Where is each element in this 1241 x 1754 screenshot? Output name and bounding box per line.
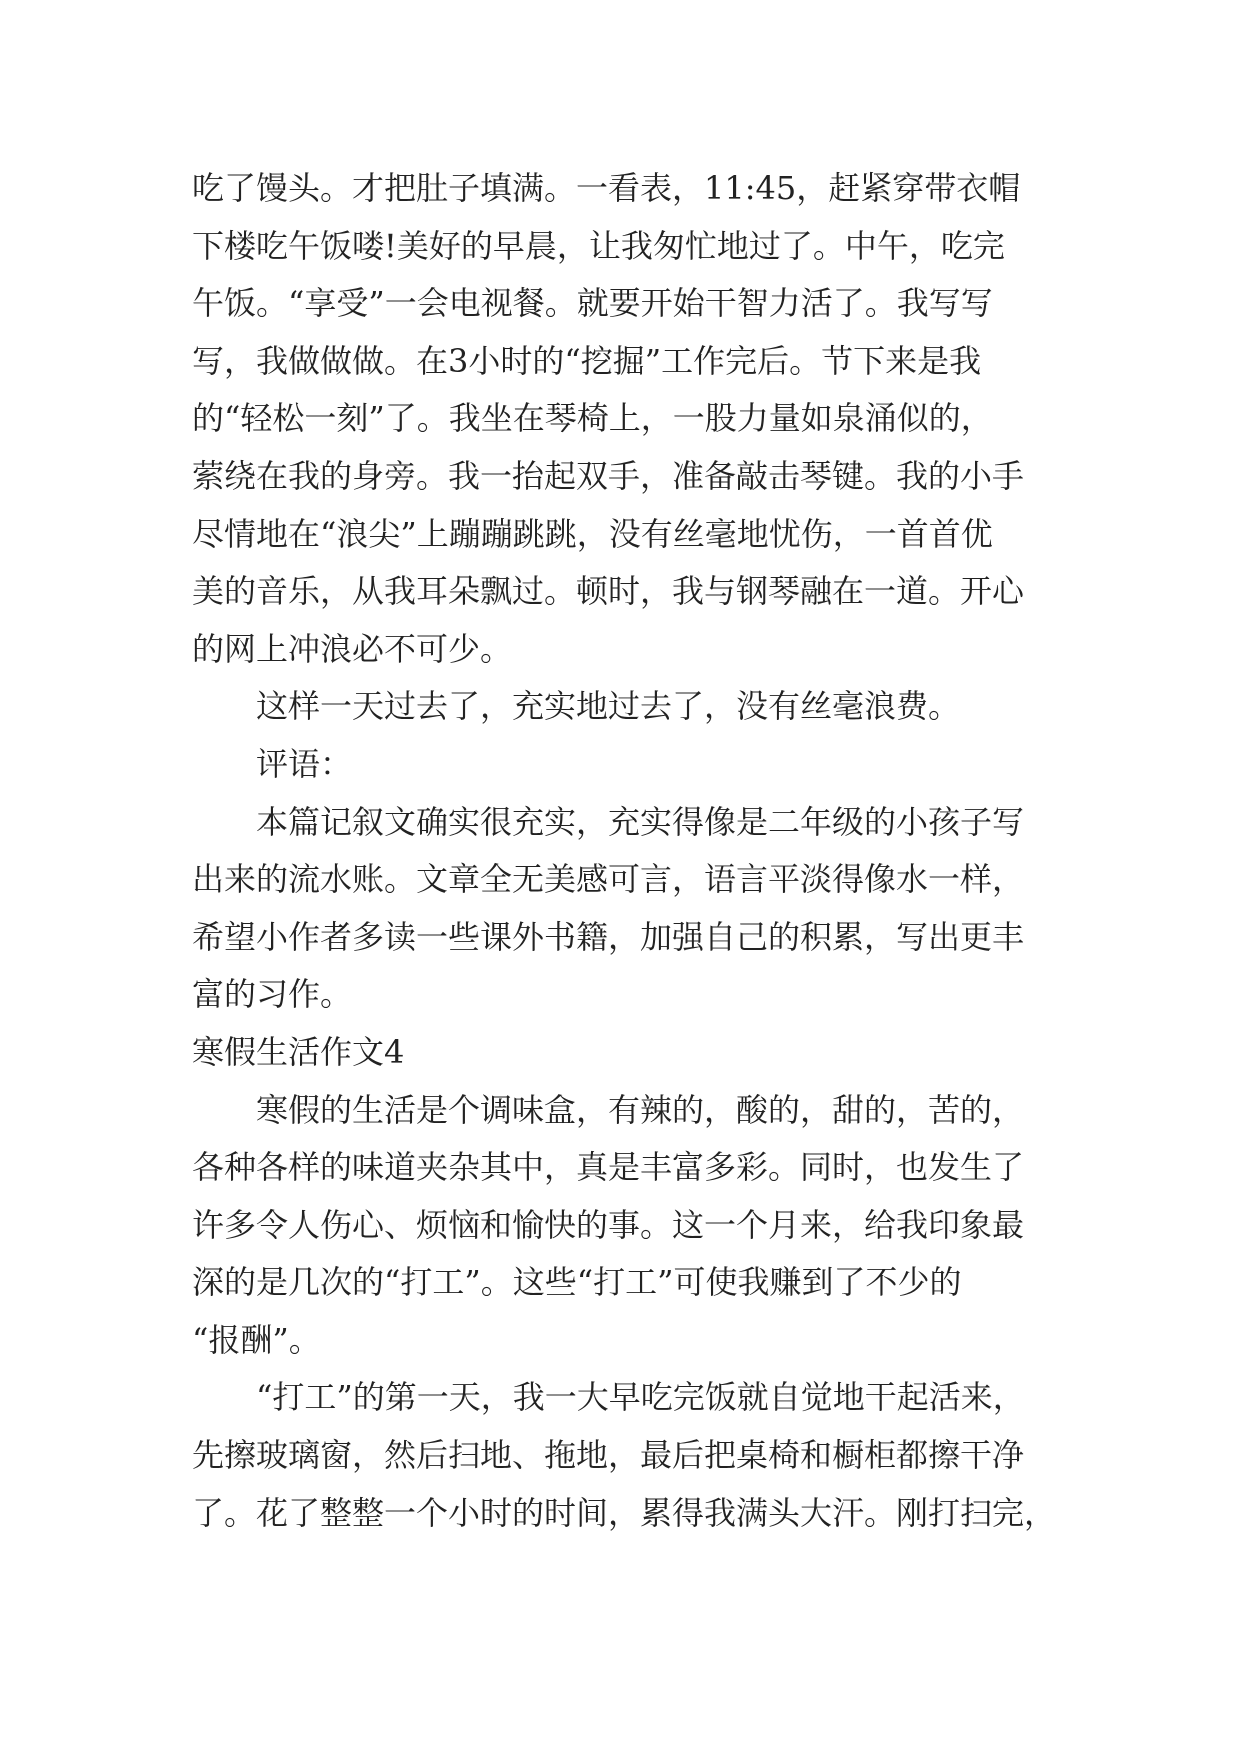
comment-label-text: 评语： xyxy=(256,744,353,783)
paragraph-line: 了。花了整整一个小时的时间，累得我满头大汗。刚打扫完， xyxy=(192,1493,1057,1532)
paragraph-line: 写，我做做做。在3小时的“挖掘”工作完后。节下来是我 xyxy=(192,341,982,380)
paragraph-line: 的“轻松一刻”了。我坐在琴椅上，一股力量如泉涌似的， xyxy=(192,399,993,438)
paragraph-line: 萦绕在我的身旁。我一抬起双手，准备敲击琴键。我的小手 xyxy=(192,456,1025,495)
paragraph-line: 午饭。“享受”一会电视餐。就要开始干智力活了。我写写 xyxy=(192,284,993,323)
paragraph-line: “打工”的第一天，我一大早吃完饭就自觉地干起活来， xyxy=(256,1378,1025,1417)
paragraph-line: 先擦玻璃窗，然后扫地、拖地，最后把桌椅和橱柜都擦干净 xyxy=(192,1436,1025,1475)
paragraph-line: 本篇记叙文确实很充实，充实得像是二年级的小孩子写 xyxy=(256,802,1025,841)
paragraph-5 xyxy=(192,1369,1058,1542)
paragraph-line: 下楼吃午饭喽!美好的早晨，让我匆忙地过了。中午，吃完 xyxy=(192,226,1005,265)
paragraph-line: 各种各样的味道夹杂其中，真是丰富多彩。同时，也发生了 xyxy=(192,1148,1025,1187)
paragraph-line: 尽情地在“浪尖”上蹦蹦跳跳，没有丝毫地忧伤，一首首优 xyxy=(192,514,993,553)
paragraph-3 xyxy=(192,794,1058,1024)
paragraph-line: 富的习作。 xyxy=(192,975,353,1014)
section-title xyxy=(192,1024,1058,1082)
paragraph-line: 这样一天过去了，充实地过去了，没有丝毫浪费。 xyxy=(256,687,961,726)
paragraph-line: 许多令人伤心、烦恼和愉快的事。这一个月来，给我印象最 xyxy=(192,1205,1025,1244)
paragraph-line: 美的音乐，从我耳朵飘过。顿时，我与钢琴融在一道。开心 xyxy=(192,572,1025,611)
document-body xyxy=(192,160,1058,1542)
paragraph-line: 希望小作者多读一些课外书籍，加强自己的积累，写出更丰 xyxy=(192,917,1025,956)
paragraph-line: 的网上冲浪必不可少。 xyxy=(192,629,513,668)
paragraph-line: 吃了馒头。才把肚子填满。一看表，11:45，赶紧穿带衣帽 xyxy=(192,169,1021,207)
paragraph-2 xyxy=(192,678,1058,736)
paragraph-4 xyxy=(192,1082,1058,1370)
paragraph-line: “报酬”。 xyxy=(192,1320,321,1359)
paragraph-1 xyxy=(192,160,1058,678)
comment-label xyxy=(192,736,1058,794)
paragraph-line: 寒假的生活是个调味盒，有辣的，酸的，甜的，苦的， xyxy=(256,1090,1025,1129)
section-title-text: 寒假生活作文4 xyxy=(192,1032,405,1071)
paragraph-line: 深的是几次的“打工”。这些“打工”可使我赚到了不少的 xyxy=(192,1263,962,1302)
paragraph-line: 出来的流水账。文章全无美感可言，语言平淡得像水一样， xyxy=(192,860,1025,899)
